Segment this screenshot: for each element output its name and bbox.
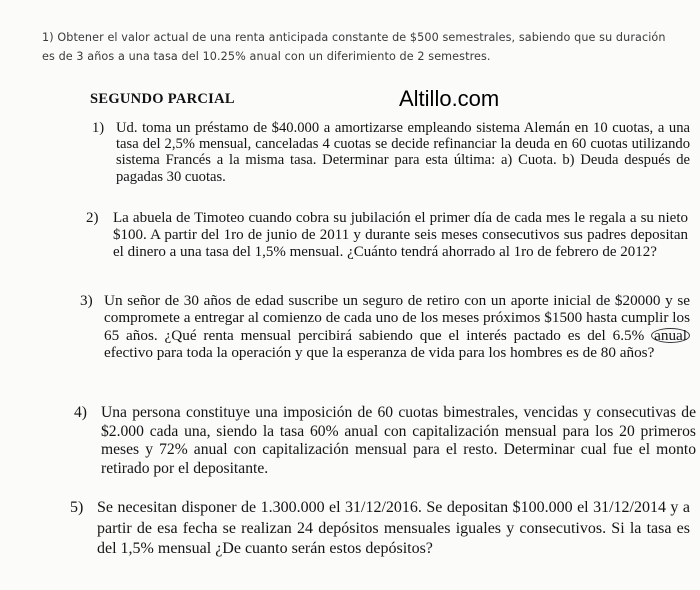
problem-text: Una persona constituye una imposición de 60 cuotas bimestrales, vencidas y consecutivas de $2.000 cada una, siendo la tasa 60% anual con capitalización mensual para los 20 primeros meses y 72% anual con capitalización mensual para el resto. Determinar cual fue el monto retirado por el depositante. [101,404,696,477]
problem-number: 5) [70,499,84,516]
section-title: SEGUNDO PARCIAL [90,91,235,107]
problem-3 [80,292,690,362]
problem-text: Se necesitan disponer de 1.300.000 el 31/12/2016. Se depositan $100.000 el 31/12/2014 y a partir de esa fecha se realizan 24 depósitos mensuales iguales y consecutivos. Si la tasa es del 1,5% mensual ¿De cuanto serán estos depósitos? [97,499,690,557]
problem-text: Ud. toma un préstamo de $40.000 a amortizarse empleando sistema Alemán en 10 cuotas, a una tasa del 2,5% mensual, canceladas 4 cuotas se decide refinanciar la deuda en 60 cuotas utilizando sistema Francés a la misma tasa. Determinar para esta última: a) Cuota. b) Deuda después de pagadas 30 cuotas. [116,120,690,185]
circled-word-annotation: anual [651,328,690,343]
problem-text: La abuela de Timoteo cuando cobra su jubilación el primer día de cada mes le regala a su nieto $100. A partir del 1ro de junio de 2011 y durante seis meses consecutivos sus padres depositan el dinero a una tasa del 1,5% mensual. ¿Cuánto tendrá ahorrado al 1ro de febrero de 2012? [113,210,688,260]
problem-number: 4) [74,404,87,421]
problem-text [104,292,690,362]
problem-4 [74,404,696,478]
prior-exercise-note: 1) Obtener el valor actual de una renta anticipada constante de $500 semestrales, sabiendo que su duración es de 3 años a una tasa del 10.25% anual con un diferimiento de 2 semestres. [42,31,666,63]
problem-text-start: Un señor de 30 años de edad suscribe un seguro de retiro con un aporte inicial de $20000 y se compromete a entregar al comienzo de cada uno de los meses próximos $1500 hasta cumplir los 65 años. ¿Qué renta mensual percibirá sabiendo que el interés pactado es del 6.5% [104,292,690,344]
problem-number: 2) [86,210,99,226]
problem-text-end: efectivo para toda la operación y que la esperanza de vida para los hombres es de 80 años? [104,344,655,362]
problem-1 [92,120,690,185]
site-watermark: Altillo.com [399,86,500,111]
problem-5 [70,498,690,560]
problem-number: 1) [92,120,105,136]
problem-number: 3) [80,292,93,309]
problem-2 [86,210,688,261]
